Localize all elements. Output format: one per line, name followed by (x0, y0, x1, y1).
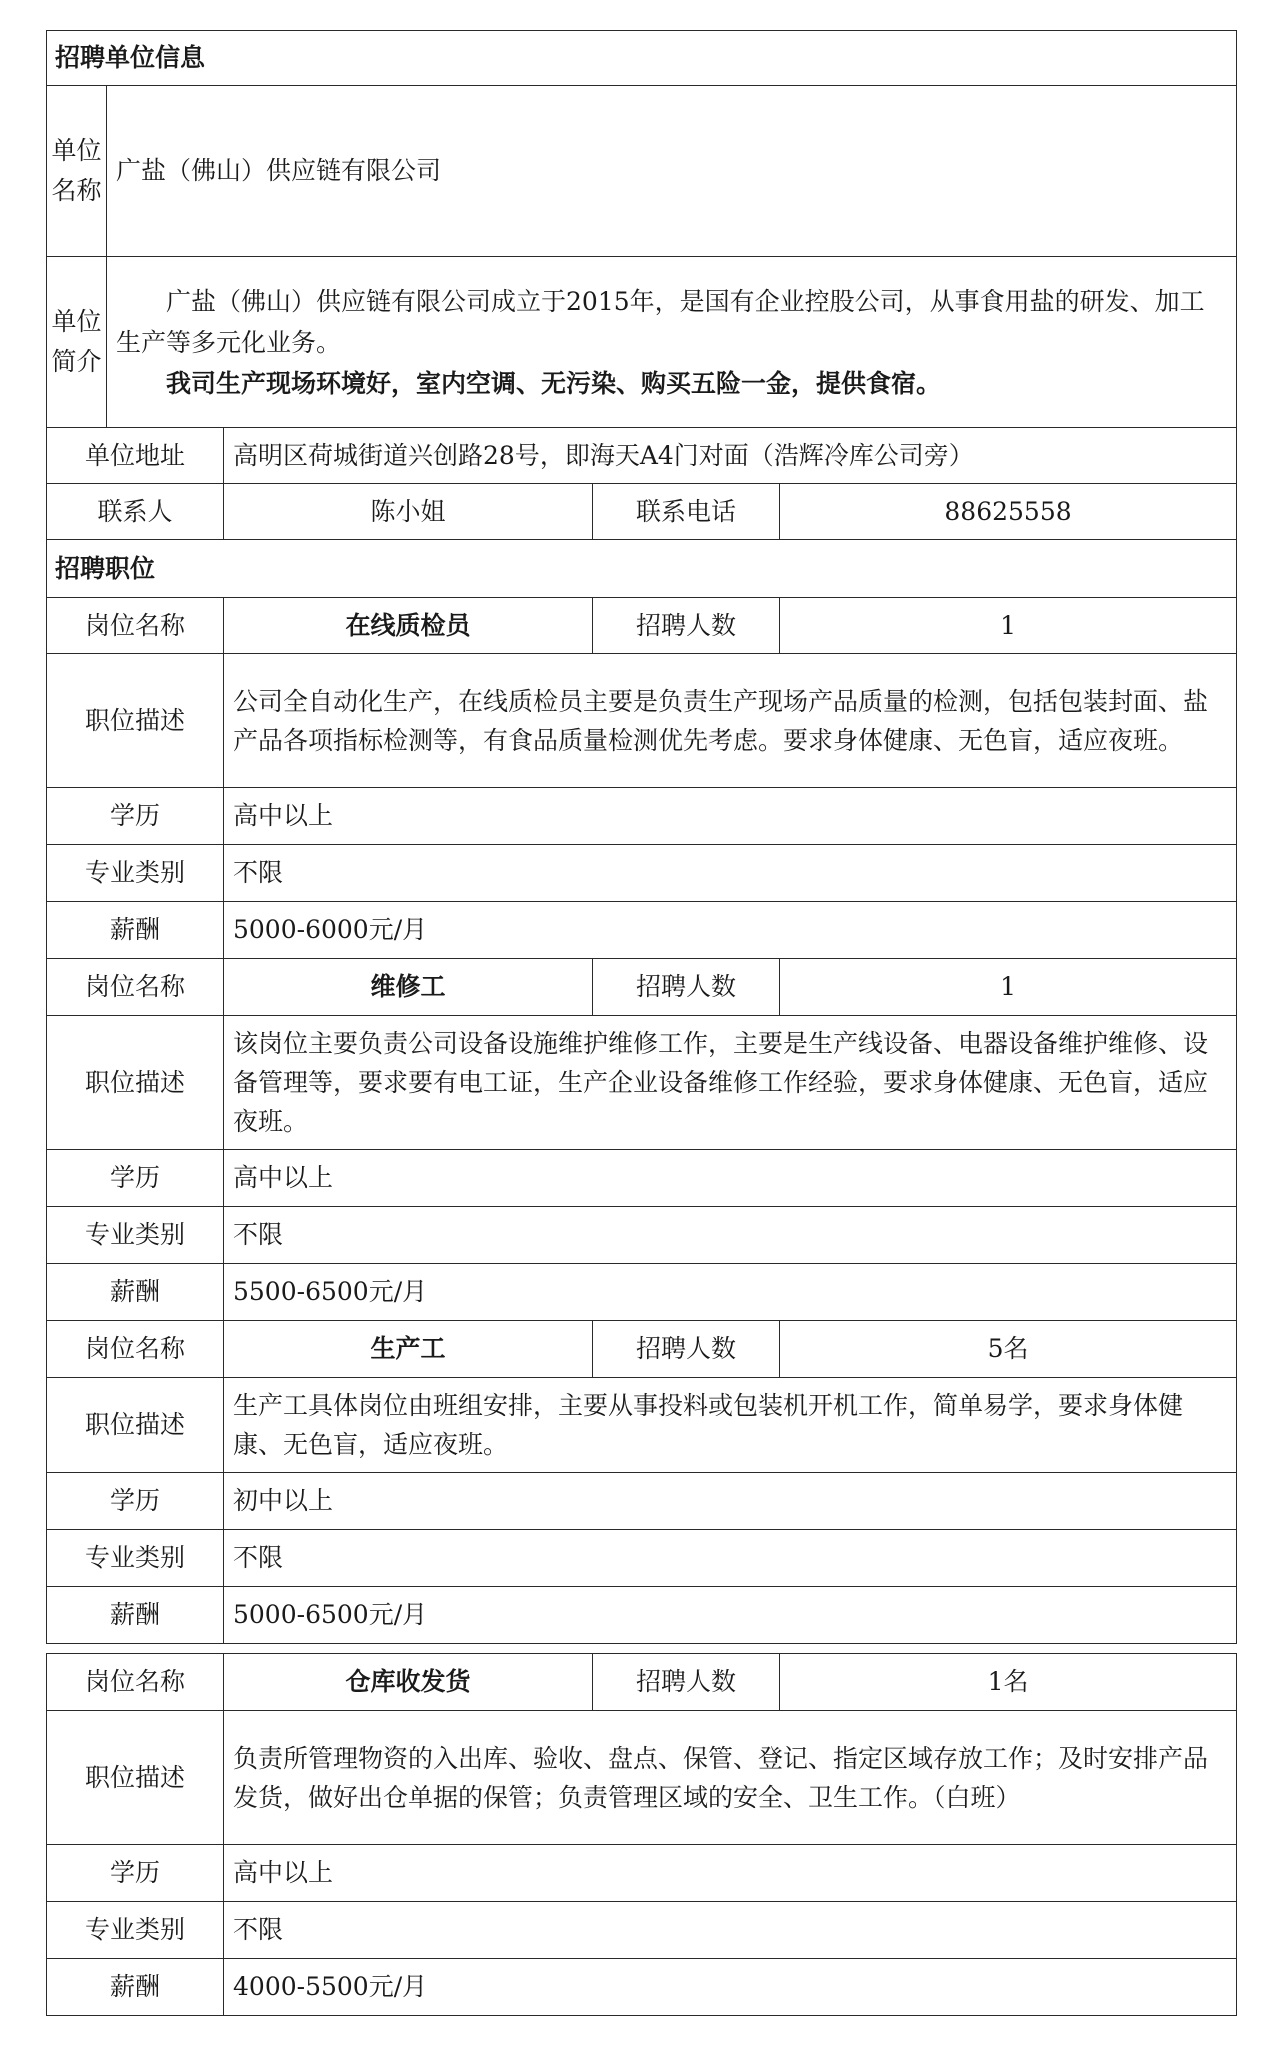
position-salary-label: 薪酬 (47, 1587, 224, 1644)
position-desc: 公司全自动化生产，在线质检员主要是负责生产现场产品质量的检测，包括包装封面、盐产品各项指标检测等，有食品质量检测优先考虑。要求身体健康、无色盲，适应夜班。 (224, 654, 1237, 788)
company-intro (107, 257, 1237, 428)
position-count: 1 (780, 959, 1237, 1016)
contact-label: 联系人 (47, 484, 224, 540)
position-major: 不限 (224, 845, 1237, 902)
recruitment-table (46, 30, 1237, 1644)
company-name: 广盐（佛山）供应链有限公司 (107, 86, 1237, 257)
position-salary: 4000-5500元/月 (224, 1959, 1237, 2016)
position-desc-label: 职位描述 (47, 654, 224, 788)
position-edu-label: 学历 (47, 1845, 224, 1902)
address-label: 单位地址 (47, 428, 224, 484)
position-title: 在线质检员 (224, 598, 593, 654)
address-value: 高明区荷城街道兴创路28号，即海天A4门对面（浩辉冷库公司旁） (224, 428, 1237, 484)
position-edu-label: 学历 (47, 1150, 224, 1207)
position-desc: 生产工具体岗位由班组安排，主要从事投料或包装机开机工作，简单易学，要求身体健康、无色盲，适应夜班。 (224, 1378, 1237, 1473)
position-desc-label: 职位描述 (47, 1378, 224, 1473)
position-count-label: 招聘人数 (593, 959, 780, 1016)
position-count: 1 (780, 598, 1237, 654)
contact-value: 陈小姐 (224, 484, 593, 540)
position-major: 不限 (224, 1207, 1237, 1264)
position-count-label: 招聘人数 (593, 1321, 780, 1378)
position-title-label: 岗位名称 (47, 1321, 224, 1378)
position-major-label: 专业类别 (47, 845, 224, 902)
position-salary: 5000-6000元/月 (224, 902, 1237, 959)
position-major: 不限 (224, 1902, 1237, 1959)
position-salary-label: 薪酬 (47, 902, 224, 959)
position-edu: 高中以上 (224, 1150, 1237, 1207)
position-desc: 负责所管理物资的入出库、验收、盘点、保管、登记、指定区域存放工作；及时安排产品发货，做好出仓单据的保管；负责管理区域的安全、卫生工作。（白班） (224, 1711, 1237, 1845)
company-intro-text: 广盐（佛山）供应链有限公司成立于2015年，是国有企业控股公司，从事食用盐的研发、加工生产等多元化业务。 (116, 286, 1205, 357)
position-edu-label: 学历 (47, 788, 224, 845)
recruitment-sheet (46, 30, 1236, 2016)
phone-value: 88625558 (780, 484, 1237, 540)
position-edu: 高中以上 (224, 788, 1237, 845)
position-edu-label: 学历 (47, 1473, 224, 1530)
position-major-label: 专业类别 (47, 1902, 224, 1959)
phone-label: 联系电话 (593, 484, 780, 540)
company-name-label: 单位名称 (47, 86, 107, 257)
position-title-label: 岗位名称 (47, 959, 224, 1016)
table-gap (46, 1644, 1236, 1653)
position-edu: 初中以上 (224, 1473, 1237, 1530)
positions-section-title: 招聘职位 (47, 540, 1237, 598)
position-title-label: 岗位名称 (47, 1654, 224, 1711)
position-salary: 5500-6500元/月 (224, 1264, 1237, 1321)
position-count: 5名 (780, 1321, 1237, 1378)
position-salary-label: 薪酬 (47, 1959, 224, 2016)
position-desc: 该岗位主要负责公司设备设施维护维修工作，主要是生产线设备、电器设备维护维修、设备管理等，要求要有电工证，生产企业设备维修工作经验，要求身体健康、无色盲，适应夜班。 (224, 1016, 1237, 1150)
company-section-title: 招聘单位信息 (47, 31, 1237, 86)
position-major: 不限 (224, 1530, 1237, 1587)
company-intro-highlight: 我司生产现场环境好，室内空调、无污染、购买五险一金，提供食宿。 (166, 368, 942, 398)
position-desc-label: 职位描述 (47, 1711, 224, 1845)
position-salary: 5000-6500元/月 (224, 1587, 1237, 1644)
recruitment-table-continued (46, 1653, 1237, 2016)
position-title: 维修工 (224, 959, 593, 1016)
position-title-label: 岗位名称 (47, 598, 224, 654)
position-title: 生产工 (224, 1321, 593, 1378)
position-count-label: 招聘人数 (593, 598, 780, 654)
position-count: 1名 (780, 1654, 1237, 1711)
position-desc-label: 职位描述 (47, 1016, 224, 1150)
company-intro-label: 单位简介 (47, 257, 107, 428)
position-title: 仓库收发货 (224, 1654, 593, 1711)
position-major-label: 专业类别 (47, 1530, 224, 1587)
position-salary-label: 薪酬 (47, 1264, 224, 1321)
position-edu: 高中以上 (224, 1845, 1237, 1902)
position-major-label: 专业类别 (47, 1207, 224, 1264)
position-count-label: 招聘人数 (593, 1654, 780, 1711)
